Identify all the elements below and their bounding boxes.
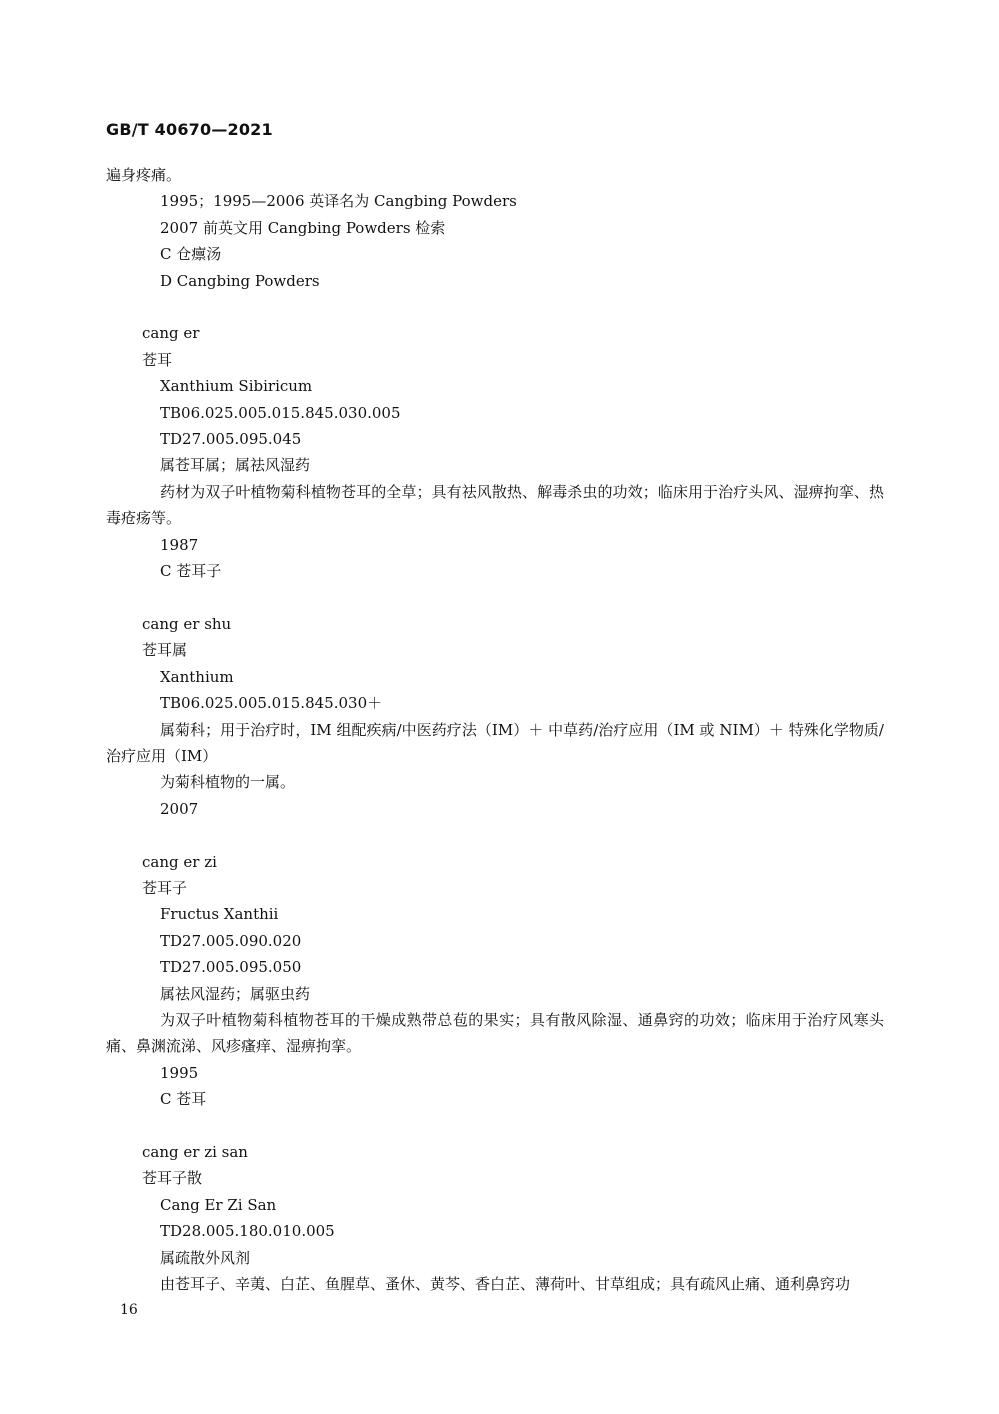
entry-code: TD27.005.095.045 xyxy=(160,430,302,449)
entry-term: 苍耳属 xyxy=(142,641,188,660)
entry-term: 苍耳 xyxy=(142,350,173,369)
entry-definition: 药材为双子叶植物菊科植物苍耳的全草；具有祛风散热、解毒杀虫的功效；临床用于治疗头风、湿痹拘挛、热毒疮疡等。 xyxy=(106,482,884,528)
cross-reference: C 仓癝汤 xyxy=(160,245,222,264)
entry-definition: 为菊科植物的一属。 xyxy=(160,773,296,792)
body-line: 2007 前英文用 Cangbing Powders 检索 xyxy=(160,218,446,237)
entry-category: 属祛风湿药；属驱虫药 xyxy=(160,984,311,1003)
entry-year: 1987 xyxy=(160,535,199,554)
entry-code: TD28.005.180.010.005 xyxy=(160,1222,335,1241)
standard-number: GB/T 40670—2021 xyxy=(106,120,273,139)
entry-pinyin: cang er zi xyxy=(142,852,217,871)
entry-category: 属苍耳属；属祛风湿药 xyxy=(160,456,311,475)
cross-reference: C 苍耳子 xyxy=(160,562,222,581)
cross-reference: D Cangbing Powders xyxy=(160,271,320,290)
entry-pinyin: cang er zi san xyxy=(142,1142,248,1161)
entry-pinyin: cang er xyxy=(142,324,200,343)
entry-code: TB06.025.005.015.845.030.005 xyxy=(160,403,401,422)
entry-code: TB06.025.005.015.845.030＋ xyxy=(160,694,383,713)
entry-pinyin: cang er shu xyxy=(142,614,232,633)
entry-code: TD27.005.095.050 xyxy=(160,958,302,977)
entry-english: Xanthium xyxy=(160,667,234,686)
entry-english: Cang Er Zi San xyxy=(160,1195,277,1214)
entry-year: 1995 xyxy=(160,1063,199,1082)
cross-reference: C 苍耳 xyxy=(160,1090,207,1109)
entry-year: 2007 xyxy=(160,799,199,818)
entry-term: 苍耳子散 xyxy=(142,1169,203,1188)
entry-category: 属疏散外风剂 xyxy=(160,1248,251,1267)
entry-code: TD27.005.090.020 xyxy=(160,931,302,950)
entry-english: Fructus Xanthii xyxy=(160,905,279,924)
body-line: 1995；1995—2006 英译名为 Cangbing Powders xyxy=(160,192,517,211)
entry-category: 属菊科；用于治疗时，IM 组配疾病/中医药疗法（IM）＋ 中草药/治疗应用（IM 或 NIM）＋ 特殊化学物质/治疗应用（IM） xyxy=(106,720,884,765)
document-body xyxy=(106,162,884,1297)
page-number: 16 xyxy=(120,1302,138,1318)
entry-english: Xanthium Sibiricum xyxy=(160,377,313,396)
entry-definition: 为双子叶植物菊科植物苍耳的干燥成熟带总苞的果实；具有散风除湿、通鼻窍的功效；临床用于治疗风寒头痛、鼻渊流涕、风疹瘙痒、湿痹拘挛。 xyxy=(106,1010,884,1056)
entry-definition: 由苍耳子、辛荑、白芷、鱼腥草、蚤休、黄芩、香白芷、薄荷叶、甘草组成；具有疏风止痛、通利鼻窍功 xyxy=(160,1275,851,1293)
body-line: 遍身疼痛。 xyxy=(106,166,182,184)
entry-term: 苍耳子 xyxy=(142,878,188,897)
